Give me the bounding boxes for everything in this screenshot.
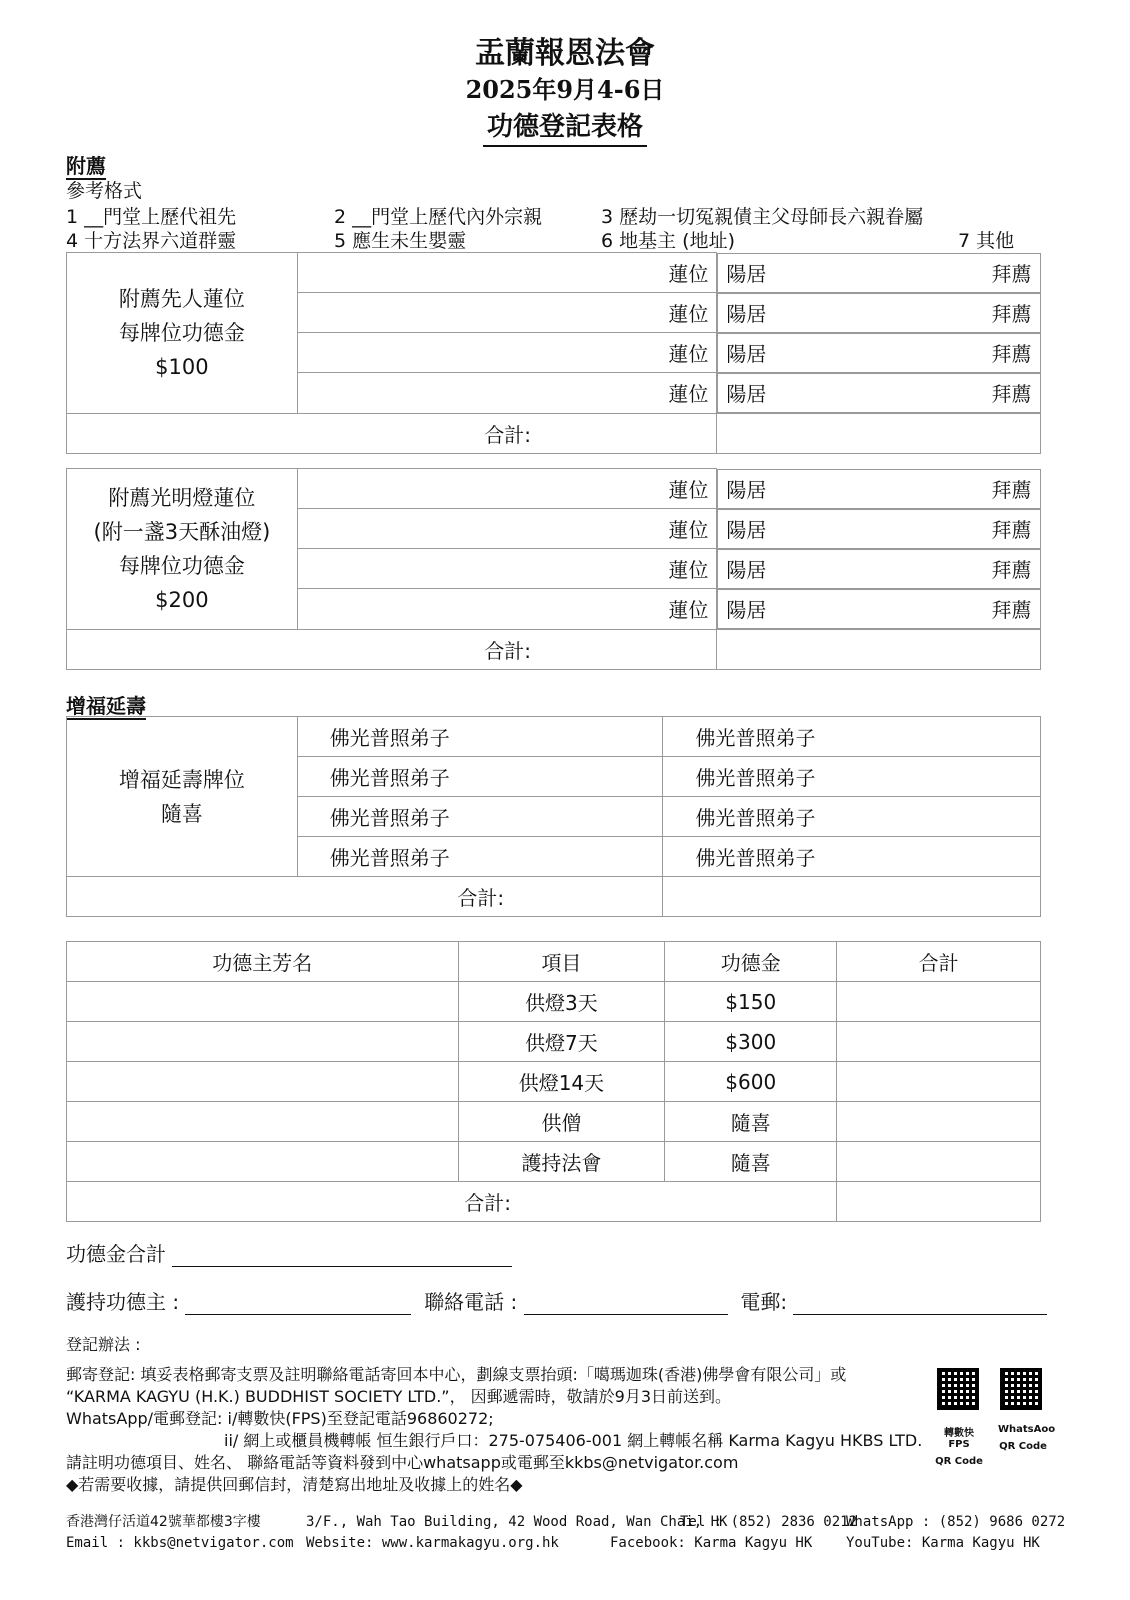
donor-field[interactable] [67,1022,459,1062]
ancestor-tablet-label: 附薦先人蓮位 每牌位功德金 $100 [67,253,298,414]
phone-input[interactable] [524,1295,728,1315]
whatsapp-qr-code: WhatsAoo QR Code [998,1368,1048,1452]
disciple-field[interactable]: 佛光普照弟子 [297,797,663,837]
total-field[interactable] [837,982,1041,1022]
subtotal-label: 合計: [67,413,717,453]
footer-col-4: WhatsApp : (852) 9686 0272 YouTube: Karma Kagyu HK [846,1514,1066,1551]
donor-field[interactable] [67,982,459,1022]
lotus-field[interactable]: 蓮位 [297,293,717,333]
footer-col-2: 3/F., Wah Tao Building, 42 Wood Road, Wan Chai, HK Website: www.karmakagyu.org.hk [306,1514,728,1551]
subtotal-field[interactable] [717,629,1041,669]
subtotal-field[interactable] [837,1182,1041,1222]
reference-item: 2 __門堂上歷代內外宗親 [334,206,543,228]
form-title: 功德登記表格 [0,106,1130,143]
reference-item: 4 十方法界六道群靈 [66,230,237,252]
merit-total-line: 功德金合計 [66,1238,512,1267]
longevity-table [66,716,1041,917]
disciple-field[interactable]: 佛光普照弟子 [663,797,1041,837]
lotus-field[interactable]: 蓮位 [297,589,717,630]
living-field[interactable]: 陽居 拜薦 [717,549,1040,589]
amount-cell: 隨喜 [665,1142,837,1182]
ancestor-tablet-table [66,252,1041,454]
reference-item: 3 歷劫一切冤親債主父母師長六親眷屬 [601,206,924,228]
subtotal-label: 合計: [67,629,717,669]
page-title: 盂蘭報恩法會 [475,36,655,71]
reference-item: 5 應生未生嬰靈 [334,230,467,252]
donor-field[interactable] [67,1142,459,1182]
reference-item: 7 其他 [958,230,1015,252]
living-field[interactable]: 陽居 拜薦 [717,253,1040,293]
reference-item: 6 地基主 (地址) [601,230,735,252]
subtotal-label: 合計: [67,877,663,917]
amount-cell: 隨喜 [665,1102,837,1142]
disciple-field[interactable]: 佛光普照弟子 [663,837,1041,877]
lotus-field[interactable]: 蓮位 [297,333,717,373]
donor-input[interactable] [185,1295,411,1315]
item-cell: 護持法會 [458,1142,665,1182]
lotus-field[interactable]: 蓮位 [297,253,717,293]
donor-line: 護持功德主 : 聯絡電話 : 電郵: [66,1286,1047,1315]
footer-facebook: Facebook: Karma Kagyu HK [610,1535,813,1551]
header-item: 項目 [458,942,665,982]
instructions-block: 郵寄登記: 填妥表格郵寄支票及註明聯絡電話寄回本中心，劃線支票抬頭:「噶瑪迦珠(香港)佛學會有限公司」或 “KARMA KAGYU (H.K.) BUDDHIST SOCIETY LTD.”， 因郵遞需時，敬請於9月3日前送到。 WhatsApp/電郵登記: i/轉數快(FPS)至登記電話96860272; ii/ 網上或櫃員機轉帳 恒生銀行戶口：275-075406-001 網上轉帳名稱 Karma Kagyu HKBS LTD. 請註明功德項目、姓名、 聯絡電話等資料發到中心whatsapp或電郵至kkbs@netvigator.com ◆若需要收據，請提供回郵信封，清楚寫出地址及收據上的姓名◆ [66,1365,923,1494]
item-cell: 供燈14天 [458,1062,665,1102]
event-date: 2025年9月4-6日 [465,75,665,104]
reference-item: 1 __門堂上歷代祖先 [66,206,237,228]
subtotal-label: 合計: [67,1182,837,1222]
footer-col-3: Tel : (852) 2836 0212 [680,1514,858,1530]
total-field[interactable] [837,1062,1041,1102]
item-cell: 供僧 [458,1102,665,1142]
living-field[interactable]: 陽居 拜薦 [717,589,1040,629]
disciple-field[interactable]: 佛光普照弟子 [297,717,663,757]
section-heading-longevity: 增福延壽 [66,694,146,718]
header-amount: 功德金 [665,942,837,982]
lotus-field[interactable]: 蓮位 [297,373,717,414]
living-field[interactable]: 陽居 拜薦 [717,469,1040,509]
section-heading-attach: 附薦 [66,154,106,178]
disciple-field[interactable]: 佛光普照弟子 [663,757,1041,797]
lotus-field[interactable]: 蓮位 [297,509,717,549]
header-donor: 功德主芳名 [67,942,459,982]
disciple-field[interactable]: 佛光普照弟子 [297,837,663,877]
lotus-field[interactable]: 蓮位 [297,549,717,589]
lotus-field[interactable]: 蓮位 [297,469,717,509]
fps-qr-code: 轉數快FPS QR Code [934,1368,984,1467]
reference-title: 參考格式 [66,180,143,202]
merit-total-input[interactable] [172,1247,512,1267]
total-field[interactable] [837,1102,1041,1142]
lamp-tablet-label: 附薦光明燈蓮位 (附一盞3天酥油燈) 每牌位功德金 $200 [67,469,298,630]
amount-cell: $600 [665,1062,837,1102]
disciple-field[interactable]: 佛光普照弟子 [663,717,1041,757]
footer-col-1: 香港灣仔活道42號華都樓3字樓 Email : kkbs@netvigator.com [66,1514,294,1551]
item-cell: 供燈3天 [458,982,665,1022]
email-input[interactable] [793,1295,1047,1315]
amount-cell: $150 [665,982,837,1022]
living-field[interactable]: 陽居 拜薦 [717,373,1040,413]
living-field[interactable]: 陽居 拜薦 [717,293,1040,333]
offering-table [66,941,1041,1222]
subtotal-field[interactable] [663,877,1041,917]
total-field[interactable] [837,1022,1041,1062]
header-total: 合計 [837,942,1041,982]
amount-cell: $300 [665,1022,837,1062]
living-field[interactable]: 陽居 拜薦 [717,333,1040,373]
item-cell: 供燈7天 [458,1022,665,1062]
longevity-label: 增福延壽牌位 隨喜 [67,717,298,877]
total-field[interactable] [837,1142,1041,1182]
lamp-tablet-table [66,468,1041,670]
living-field[interactable]: 陽居 拜薦 [717,509,1040,549]
disciple-field[interactable]: 佛光普照弟子 [297,757,663,797]
donor-field[interactable] [67,1062,459,1102]
instructions-title: 登記辦法 : [66,1335,141,1354]
donor-field[interactable] [67,1102,459,1142]
subtotal-field[interactable] [717,413,1041,453]
